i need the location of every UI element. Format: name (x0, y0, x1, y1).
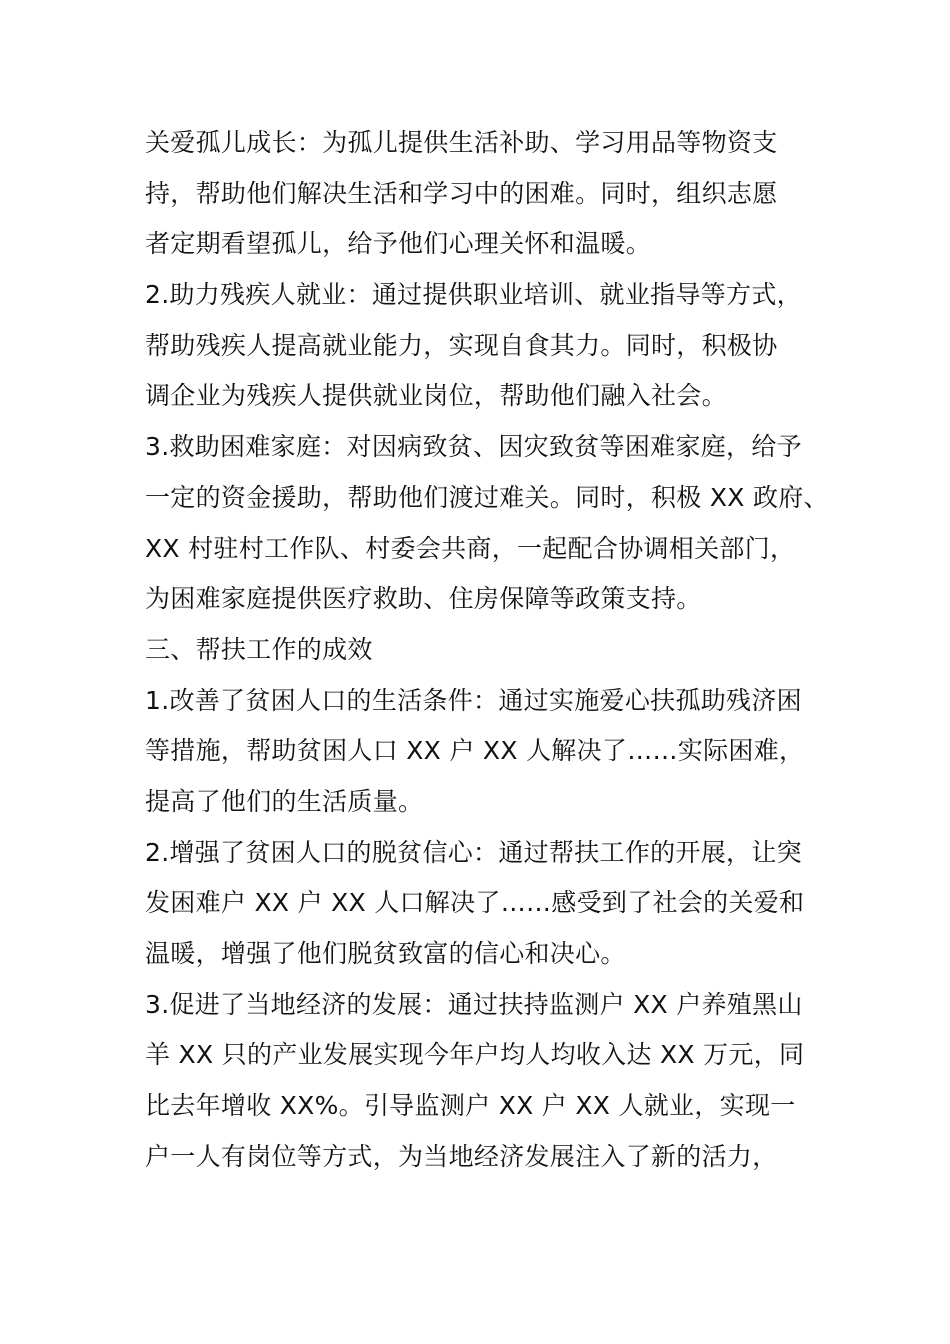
text-line: 一定的资金援助，帮助他们渡过难关。同时，积极 XX 政府、 (145, 482, 829, 512)
section-heading: 三、帮扶工作的成效 (145, 634, 373, 664)
text-line: 者定期看望孤儿，给予他们心理关怀和温暖。 (145, 229, 652, 259)
text-line: 为困难家庭提供医疗救助、住房保障等政策支持。 (145, 584, 702, 614)
text-line: 调企业为残疾人提供就业岗位，帮助他们融入社会。 (145, 381, 727, 411)
text-line: 户一人有岗位等方式，为当地经济发展注入了新的活力， (145, 1141, 778, 1171)
text-line: 提高了他们的生活质量。 (145, 786, 424, 816)
text-line: 比去年增收 XX%。引导监测户 XX 户 XX 人就业，实现一 (145, 1091, 796, 1121)
text-line: 发困难户 XX 户 XX 人口解决了……感受到了社会的关爱和 (145, 888, 805, 918)
text-line: 2.助力残疾人就业：通过提供职业培训、就业指导等方式， (145, 280, 802, 310)
document-body (145, 118, 835, 1182)
text-line: XX 村驻村工作队、村委会共商，一起配合协调相关部门， (145, 533, 796, 563)
text-line: 3.救助困难家庭：对因病致贫、因灾致贫等困难家庭，给予 (145, 432, 802, 462)
text-line: 等措施，帮助贫困人口 XX 户 XX 人解决了……实际困难， (145, 736, 805, 766)
text-line: 关爱孤儿成长：为孤儿提供生活补助、学习用品等物资支 (145, 128, 778, 157)
text-line: 羊 XX 只的产业发展实现今年户均人均收入达 XX 万元，同 (145, 1040, 805, 1070)
text-line: 1.改善了贫困人口的生活条件：通过实施爱心扶孤助残济困 (145, 685, 802, 715)
text-line: 3.促进了当地经济的发展：通过扶持监测户 XX 户养殖黑山 (145, 989, 803, 1019)
text-line: 温暖，增强了他们脱贫致富的信心和决心。 (145, 939, 626, 968)
text-line: 2.增强了贫困人口的脱贫信心：通过帮扶工作的开展，让突 (145, 837, 802, 867)
text-line: 帮助残疾人提高就业能力，实现自食其力。同时，积极协 (145, 330, 778, 360)
text-line: 持，帮助他们解决生活和学习中的困难。同时，组织志愿 (145, 178, 778, 208)
